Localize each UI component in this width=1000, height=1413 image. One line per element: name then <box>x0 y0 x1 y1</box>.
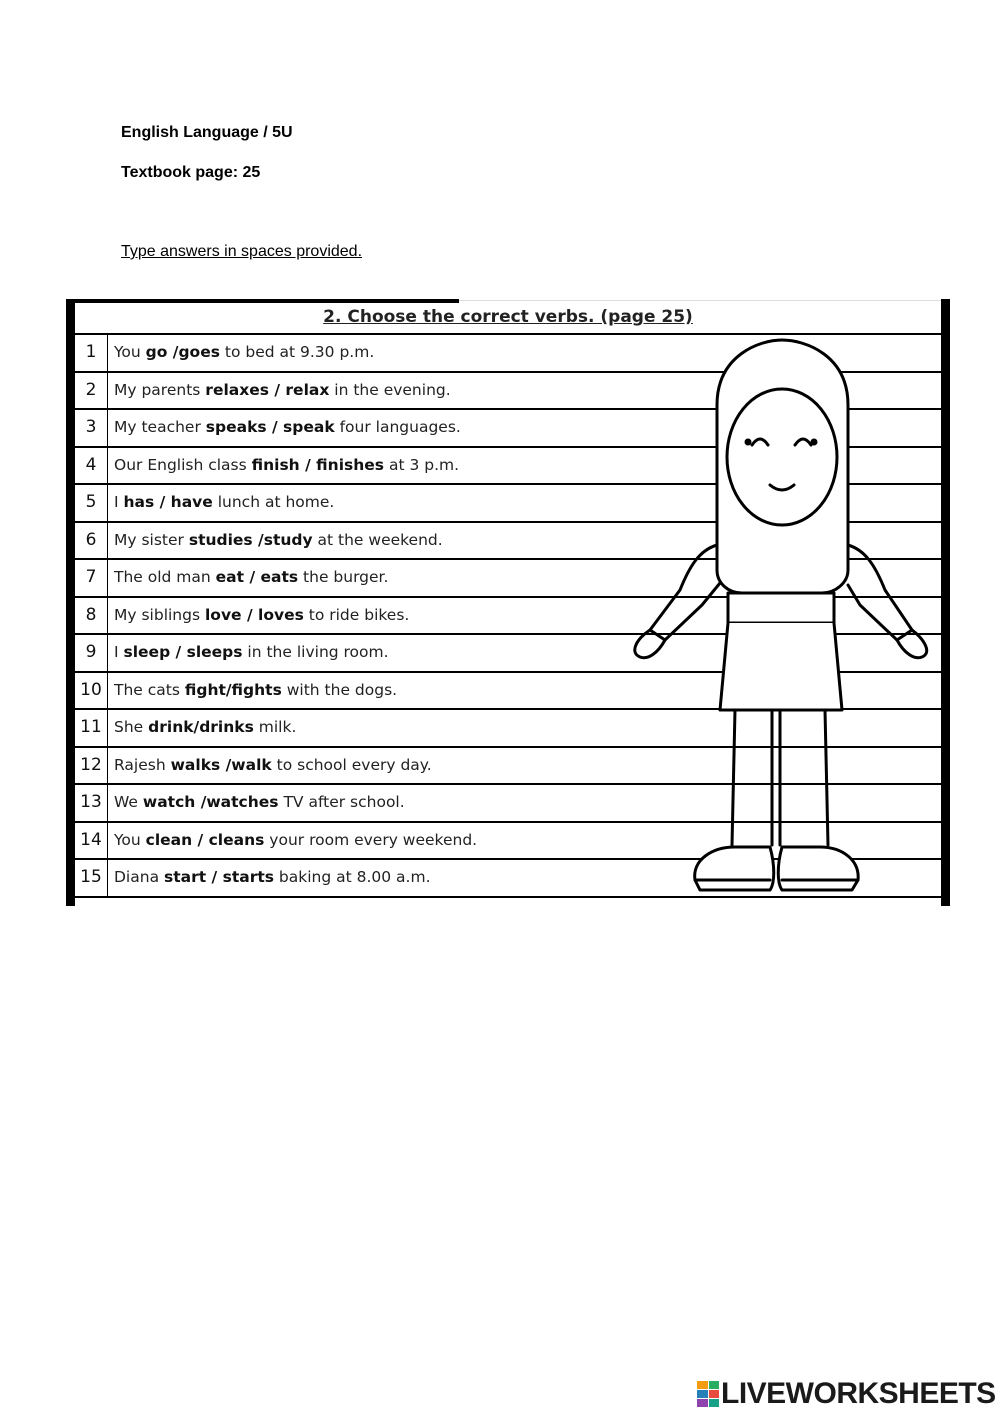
subject-heading: English Language / 5U <box>121 124 293 141</box>
row-number: 2 <box>75 373 108 409</box>
sentence-end: milk. <box>253 718 297 736</box>
sentence <box>114 448 459 483</box>
verb-choice[interactable]: studies /study <box>188 530 313 549</box>
verb-choice[interactable]: clean / cleans <box>145 830 265 849</box>
sentence-start: My parents <box>114 380 206 399</box>
sentence <box>114 410 461 445</box>
row-number: 14 <box>75 823 108 859</box>
sentence-end: in the evening. <box>329 380 451 399</box>
sentence-start: You <box>114 343 146 361</box>
sentence <box>114 710 296 745</box>
row-number: 3 <box>75 410 108 446</box>
sentence <box>114 635 389 670</box>
sentence-end: to ride bikes. <box>303 605 410 624</box>
verb-choice[interactable]: speaks / speak <box>205 418 335 436</box>
verb-choice[interactable]: walks /walk <box>170 755 272 774</box>
sentence <box>114 823 477 858</box>
sentence-end: at the weekend. <box>312 530 443 549</box>
liveworksheets-logo-icon <box>697 1381 719 1407</box>
textbook-page-heading: Textbook page: 25 <box>121 164 261 181</box>
sentence-end: the burger. <box>298 568 389 586</box>
row-number: 8 <box>75 598 108 634</box>
exercise-title: 2. Choose the correct verbs. (page 25) <box>323 307 693 327</box>
row-number: 5 <box>75 485 108 521</box>
sentence-end: to school every day. <box>271 755 432 774</box>
sentence <box>114 560 388 595</box>
exercise-title-row <box>75 303 941 335</box>
verb-choice[interactable]: has / have <box>123 493 213 511</box>
verb-choice[interactable]: finish / finishes <box>251 455 385 474</box>
sentence-start: We <box>114 793 143 811</box>
sentence-end: lunch at home. <box>212 493 335 511</box>
sentence <box>114 860 431 895</box>
sentence-start: I <box>114 493 124 511</box>
sentence-start: Our English class <box>114 455 252 474</box>
girl-illustration <box>620 335 930 905</box>
sentence <box>114 598 409 633</box>
sentence-end: to bed at 9.30 p.m. <box>219 343 375 361</box>
verb-choice[interactable]: love / loves <box>204 605 304 624</box>
sentence <box>114 748 432 783</box>
sentence-start: Diana <box>114 868 164 886</box>
row-number: 12 <box>75 748 108 784</box>
sentence-end: with the dogs. <box>281 680 398 699</box>
sentence-start: You <box>114 830 146 849</box>
sentence-end: your room every weekend. <box>264 830 478 849</box>
liveworksheets-logo <box>697 1377 996 1411</box>
logo-text: LIVEWORKSHEETS <box>721 1377 996 1410</box>
verb-choice[interactable]: fight/fights <box>184 680 282 699</box>
sentence <box>114 523 443 558</box>
verb-choice[interactable]: sleep / sleeps <box>123 643 243 661</box>
verb-choice[interactable]: eat / eats <box>215 568 299 586</box>
sentence-end: at 3 p.m. <box>384 455 460 474</box>
left-border <box>66 299 75 906</box>
verb-choice[interactable]: watch /watches <box>142 793 279 811</box>
sentence-start: She <box>114 718 149 736</box>
sentence <box>114 335 374 370</box>
row-number: 13 <box>75 785 108 821</box>
verb-choice[interactable]: relaxes / relax <box>205 380 330 399</box>
row-number: 9 <box>75 635 108 671</box>
sentence-start: My sister <box>114 530 189 549</box>
row-number: 1 <box>75 335 108 371</box>
sentence <box>114 673 397 708</box>
sentence <box>114 485 334 520</box>
row-number: 6 <box>75 523 108 559</box>
sentence-start: I <box>114 643 124 661</box>
row-number: 15 <box>75 860 108 896</box>
row-number: 4 <box>75 448 108 484</box>
sentence-end: in the living room. <box>242 643 389 661</box>
row-number: 11 <box>75 710 108 746</box>
row-number: 10 <box>75 673 108 709</box>
instruction-text: Type answers in spaces provided. <box>121 243 363 260</box>
sentence-end: baking at 8.00 a.m. <box>273 868 431 886</box>
verb-choice[interactable]: drink/drinks <box>148 718 254 736</box>
sentence-end: four languages. <box>334 418 461 436</box>
sentence-start: Rajesh <box>114 755 171 774</box>
sentence-start: My siblings <box>114 605 205 624</box>
sentence <box>114 373 451 408</box>
sentence-start: My teacher <box>114 418 206 436</box>
right-border <box>941 299 950 906</box>
sentence <box>114 785 405 820</box>
sentence-start: The old man <box>114 568 216 586</box>
row-number: 7 <box>75 560 108 596</box>
verb-choice[interactable]: go /goes <box>145 343 220 361</box>
sentence-end: TV after school. <box>278 793 405 811</box>
sentence-start: The cats <box>114 680 185 699</box>
verb-choice[interactable]: start / starts <box>164 868 274 886</box>
